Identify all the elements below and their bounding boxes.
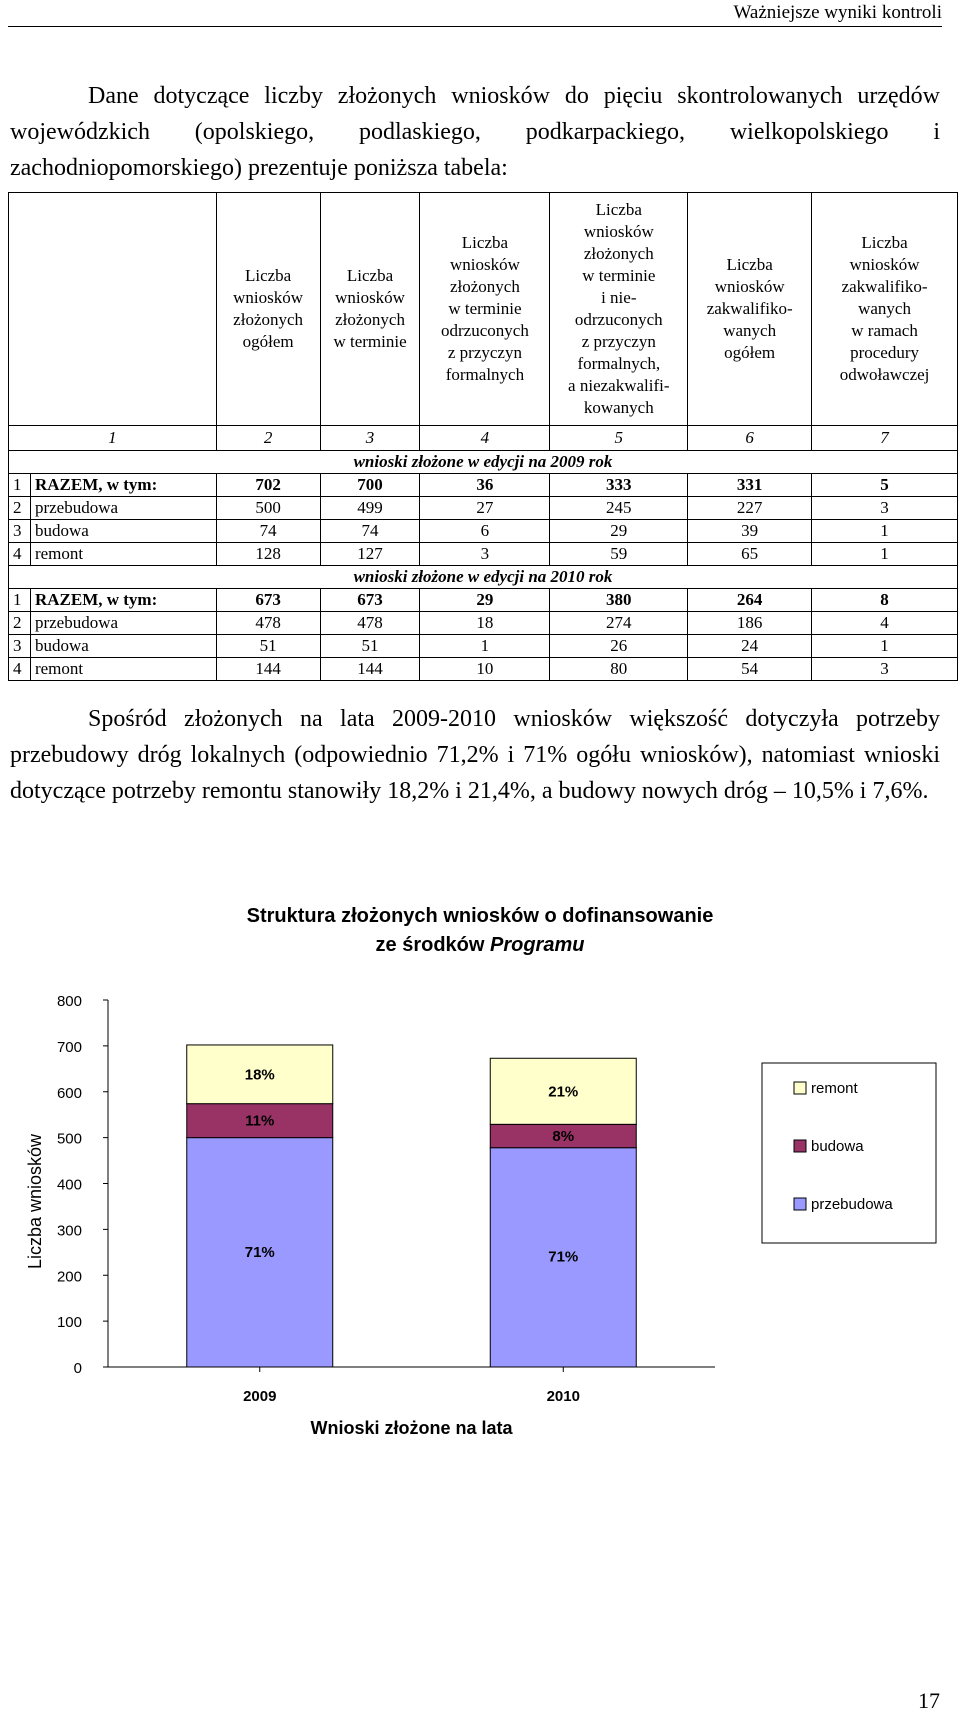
y-tick-label: 700 — [56, 1038, 82, 1056]
table-header-row — [9, 193, 958, 426]
table-cell: 673 — [216, 589, 320, 612]
table-cell: 36 — [420, 474, 550, 497]
data-label: 21% — [548, 1083, 579, 1101]
row-index: 4 — [9, 543, 31, 566]
legend-label: przebudowa — [811, 1196, 893, 1213]
y-tick-label: 800 — [56, 993, 82, 1010]
header-line: Liczba — [595, 200, 642, 219]
x-axis-label: Wnioski złożone na lata — [310, 1418, 513, 1438]
header-line: a niezakwalifi- — [568, 376, 670, 395]
header-line: złożonych — [583, 244, 654, 263]
y-tick-label: 500 — [56, 1130, 82, 1148]
table-cell: 478 — [320, 612, 420, 635]
row-index: 3 — [9, 520, 31, 543]
table-cell: 3 — [812, 497, 958, 520]
x-tick-label: 2009 — [243, 1388, 277, 1405]
row-index: 1 — [9, 589, 31, 612]
row-label: RAZEM, w tym: — [30, 474, 216, 497]
legend-label: remont — [811, 1080, 858, 1097]
table-cell: 1 — [812, 520, 958, 543]
table-row — [9, 520, 958, 543]
header-rule — [8, 26, 942, 27]
table-cell: 51 — [320, 635, 420, 658]
header-line: kowanych — [583, 398, 654, 417]
header-line: zakwalifiko- — [706, 299, 793, 318]
header-line: zakwalifiko- — [841, 277, 928, 296]
row-index: 4 — [9, 658, 31, 681]
header-line: ogółem — [242, 332, 294, 351]
table-row — [9, 658, 958, 681]
table-cell: 54 — [688, 658, 812, 681]
header-line: wanych — [723, 321, 777, 340]
row-label: przebudowa — [30, 497, 216, 520]
section-title-row — [9, 566, 958, 589]
header-line: Liczba — [726, 255, 773, 274]
column-number: 3 — [320, 426, 420, 451]
applications-table — [8, 192, 958, 681]
data-label: 8% — [552, 1128, 575, 1146]
column-numbers-row — [9, 426, 958, 451]
legend-label: budowa — [811, 1138, 864, 1155]
summary-paragraph — [10, 701, 940, 809]
table-row — [9, 612, 958, 635]
row-label: budowa — [30, 635, 216, 658]
table-cell: 6 — [420, 520, 550, 543]
table-cell: 128 — [216, 543, 320, 566]
header-line: Liczba — [861, 233, 908, 252]
y-tick-label: 0 — [73, 1360, 82, 1377]
header-line: złożonych — [233, 310, 304, 329]
y-axis-label: Liczba wniosków — [25, 1133, 45, 1270]
header-line: odrzuconych — [574, 310, 663, 329]
header-line: Liczba — [346, 266, 394, 285]
data-label: 11% — [245, 1112, 275, 1130]
summary-text: Spośród złożonych na lata 2009-2010 wniosków większość dotyczyła potrzeby przebudowy dróg lokalnych (odpowiednio 71,2% i 71% ogółu wniosków), natomiast wnioski dotyczące potrzeby remontu stanowiły 18,2% i 21,4%, a budowy nowych dróg – 10,5% i 7,6%. — [10, 706, 940, 804]
table-cell: 29 — [550, 520, 688, 543]
header-line: złożonych — [449, 277, 520, 296]
chart-title-line2-italic: Programu — [490, 934, 585, 956]
table-cell: 10 — [420, 658, 550, 681]
section-title-row — [9, 451, 958, 474]
table-cell: 673 — [320, 589, 420, 612]
table-row — [9, 635, 958, 658]
table-cell: 4 — [812, 612, 958, 635]
header-line: wniosków — [449, 255, 520, 274]
table-cell: 29 — [420, 589, 550, 612]
column-number: 1 — [9, 426, 217, 451]
table-cell: 478 — [216, 612, 320, 635]
table-body — [9, 426, 958, 681]
row-label: RAZEM, w tym: — [30, 589, 216, 612]
table-row — [9, 474, 958, 497]
page-number: 17 — [918, 1688, 940, 1713]
header-line: w terminie — [333, 332, 407, 351]
table-cell: 1 — [812, 635, 958, 658]
table-row — [9, 543, 958, 566]
table-cell: 65 — [688, 543, 812, 566]
intro-paragraph — [10, 78, 940, 186]
header-line: w terminie — [448, 299, 522, 318]
y-tick-label: 200 — [56, 1268, 82, 1286]
table-cell: 8 — [812, 589, 958, 612]
table-cell: 499 — [320, 497, 420, 520]
chart-title-line1: Struktura złożonych wniosków o dofinansowanie — [246, 905, 714, 927]
table-cell: 264 — [688, 589, 812, 612]
running-header: Ważniejsze wyniki kontroli — [733, 2, 942, 23]
table-row — [9, 589, 958, 612]
header-line: procedury — [850, 343, 920, 362]
table-cell: 127 — [320, 543, 420, 566]
legend-swatch-budowa — [794, 1140, 806, 1152]
data-label: 18% — [244, 1066, 275, 1084]
table-header-cell — [812, 193, 958, 426]
table-cell: 80 — [550, 658, 688, 681]
table-cell: 274 — [550, 612, 688, 635]
header-line: ogółem — [724, 343, 776, 362]
header-line: i nie- — [601, 288, 637, 307]
table-cell: 245 — [550, 497, 688, 520]
table-cell: 331 — [688, 474, 812, 497]
legend-swatch-remont — [794, 1082, 806, 1094]
row-index: 2 — [9, 497, 31, 520]
row-label: remont — [30, 543, 216, 566]
header-line: odrzuconych — [441, 321, 529, 340]
table-cell: 500 — [216, 497, 320, 520]
table-row — [9, 497, 958, 520]
y-tick-label: 100 — [56, 1314, 82, 1332]
legend-swatch-przebudowa — [794, 1198, 806, 1210]
header-line: w terminie — [582, 266, 656, 285]
column-number: 6 — [688, 426, 812, 451]
x-tick-label: 2010 — [546, 1388, 580, 1405]
row-index: 3 — [9, 635, 31, 658]
table-cell: 39 — [688, 520, 812, 543]
chart-container — [0, 890, 960, 1610]
table-cell: 51 — [216, 635, 320, 658]
table-cell: 74 — [216, 520, 320, 543]
y-tick-label: 600 — [56, 1084, 82, 1102]
header-line: wniosków — [849, 255, 920, 274]
table-cell: 227 — [688, 497, 812, 520]
column-number: 4 — [420, 426, 550, 451]
column-number: 2 — [216, 426, 320, 451]
header-line: złożonych — [335, 310, 405, 329]
data-label: 71% — [548, 1248, 579, 1266]
table-header-cell — [9, 193, 217, 426]
table-header-cell — [420, 193, 550, 426]
section-title: wnioski złożone w edycji na 2010 rok — [9, 566, 958, 589]
intro-text: Dane dotyczące liczby złożonych wniosków do pięciu skontrolowanych urzędów wojewódzkich (opolskiego, podlaskiego, podkarpackiego, wielkopolskiego i zachodniopomorskiego) prezentuje poniższa tabela: — [10, 83, 940, 181]
header-line: wniosków — [335, 288, 405, 307]
table-cell: 1 — [812, 543, 958, 566]
table-cell: 144 — [216, 658, 320, 681]
row-label: remont — [30, 658, 216, 681]
y-tick-label: 300 — [56, 1222, 82, 1240]
table-cell: 333 — [550, 474, 688, 497]
header-line: wniosków — [583, 222, 654, 241]
header-line: wanych — [858, 299, 911, 318]
table-cell: 26 — [550, 635, 688, 658]
header-line: odwoławczej — [839, 365, 930, 384]
chart-title-line2-prefix: ze środków — [375, 934, 490, 956]
table-cell: 24 — [688, 635, 812, 658]
row-label: budowa — [30, 520, 216, 543]
table-cell: 3 — [812, 658, 958, 681]
row-index: 1 — [9, 474, 31, 497]
table-cell: 74 — [320, 520, 420, 543]
column-number: 7 — [812, 426, 958, 451]
row-label: przebudowa — [30, 612, 216, 635]
table-header-cell — [550, 193, 688, 426]
header-line: formalnych, — [577, 354, 661, 373]
table-header-cell — [216, 193, 320, 426]
table-cell: 27 — [420, 497, 550, 520]
table-header-cell — [688, 193, 812, 426]
header-line: Liczba — [244, 266, 292, 285]
stacked-bar-chart — [0, 890, 960, 1610]
header-line: z przyczyn — [581, 332, 656, 351]
table-cell: 18 — [420, 612, 550, 635]
table-cell: 5 — [812, 474, 958, 497]
table-cell: 700 — [320, 474, 420, 497]
y-tick-label: 400 — [56, 1176, 82, 1194]
header-line: Liczba — [461, 233, 509, 252]
table-cell: 186 — [688, 612, 812, 635]
table-cell: 59 — [550, 543, 688, 566]
table-header-cell — [320, 193, 420, 426]
table-cell: 380 — [550, 589, 688, 612]
header-line: w ramach — [851, 321, 918, 340]
header-line: wniosków — [233, 288, 304, 307]
table-cell: 144 — [320, 658, 420, 681]
data-label: 71% — [244, 1243, 275, 1261]
header-line: formalnych — [445, 365, 525, 384]
header-line: wniosków — [714, 277, 785, 296]
column-number: 5 — [550, 426, 688, 451]
table-cell: 3 — [420, 543, 550, 566]
header-line: z przyczyn — [447, 343, 522, 362]
table-cell: 702 — [216, 474, 320, 497]
table-cell: 1 — [420, 635, 550, 658]
row-index: 2 — [9, 612, 31, 635]
section-title: wnioski złożone w edycji na 2009 rok — [9, 451, 958, 474]
